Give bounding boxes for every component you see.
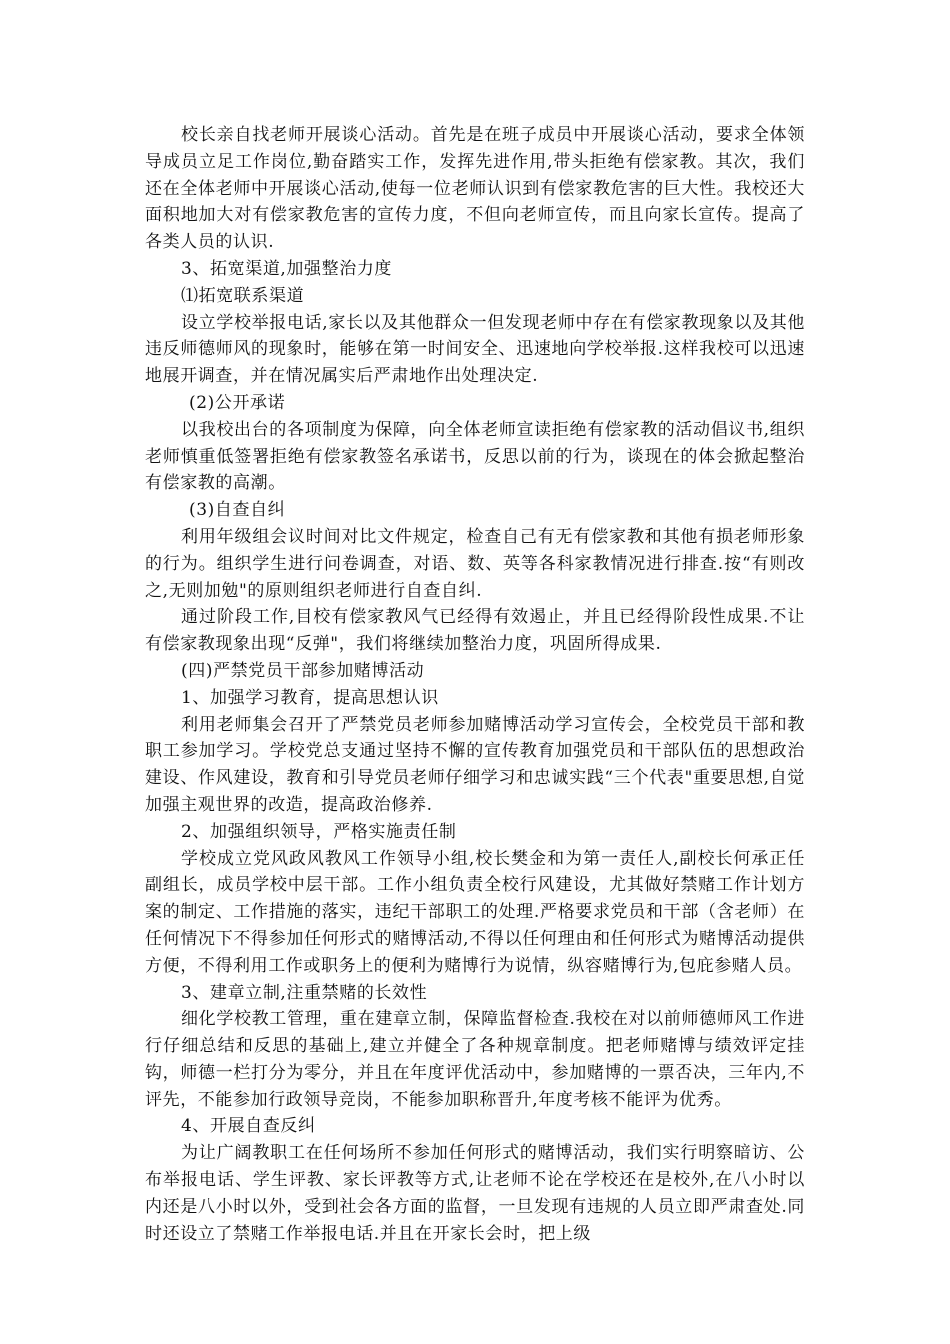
paragraph-study-meeting: 利用老师集会召开了严禁党员老师参加赌博活动学习宣传会，全校党员干部和教职工参加学习。学校党总支通过坚持不懈的宣传教育加强党员和干部队伍的思想政治建设、作风建设，教育和引导党员老师仔细学习和忠诚实践“三个代表"重要思想,自觉加强主观世界的改造，提高政治修养. [145, 714, 805, 815]
paragraph-inspection: 为让广阔教职工在任何场所不参加任何形式的赌博活动，我们实行明察暗访、公布举报电话、学生评教、家长评教等方式,让老师不论在学校还在是校外,在八小时以内还是八小时以外，受到社会各方面的监督，一旦发现有违规的人员立即严肃查处.同时还设立了禁赌工作举报电话.并且在开家长会时，把上级 [145, 1143, 805, 1244]
heading-organization-leadership: 2、加强组织领导，严格实施责任制 [181, 821, 457, 842]
paragraph-self-check: 利用年级组会议时间对比文件规定，检查自己有无有偿家教和其他有损老师形象的行为。组织学生进行问卷调查，对语、数、英等各科家教情况进行排查.按“有则改之,无则加勉"的原则组织老师进行自查自纠. [145, 526, 805, 601]
paragraph-pledge: 以我校出台的各项制度为保障，向全体老师宣读拒绝有偿家教的活动倡议书,组织老师慎重低签署拒绝有偿家教签名承诺书，反思以前的行为，谈现在的体会掀起整治有偿家教的高潮。 [145, 419, 805, 494]
paragraph-rules: 细化学校教工管理，重在建章立制，保障监督检查.我校在对以前师德师风工作进行仔细总结和反思的基础上,建立并健全了各种规章制度。把老师赌博与绩效评定挂钩，师德一栏打分为零分，并且在年度评优活动中，参加赌博的一票否决，三年内,不评先，不能参加行政领导竞岗，不能参加职称晋升,年度考核不能评为优秀。 [145, 1009, 805, 1110]
heading-self-inspection: 4、开展自查反纠 [181, 1116, 316, 1137]
paragraph-talk-activities: 校长亲自找老师开展谈心活动。首先是在班子成员中开展谈心活动，要求全体领导成员立足工作岗位,勤奋踏实工作，发挥先进作用,带头拒绝有偿家教。其次，我们还在全体老师中开展谈心活动,使每一位老师认识到有偿家教危害的巨大性。我校还大面积地加大对有偿家教危害的宣传力度，不但向老师宣传，而且向家长宣传。提高了各类人员的认识. [145, 125, 805, 253]
heading-study-education: 1、加强学习教育，提高思想认识 [181, 687, 439, 708]
paragraph-report-hotline: 设立学校举报电话,家长以及其他群众一但发现老师中存在有偿家教现象以及其他违反师德师风的现象时，能够在第一时间安全、迅速地向学校举报.这样我校可以迅速地展开调查，并在情况属实后严肃地作出处理决定. [145, 312, 805, 387]
subheading-contact-channels: ⑴拓宽联系渠道 [181, 285, 305, 306]
subheading-self-check: (3)自查自纠 [189, 500, 286, 521]
heading-rules-system: 3、建章立制,注重禁赌的长效性 [181, 982, 428, 1003]
heading-ban-gambling: (四)严禁党员干部参加赌博活动 [181, 660, 425, 681]
heading-widen-channels: 3、拓宽渠道,加强整治力度 [181, 258, 393, 279]
paragraph-leadership-group: 学校成立党风政风教风工作领导小组,校长樊金和为第一责任人,副校长何承正任副组长，成员学校中层干部。工作小组负责全校行风建设，尤其做好禁赌工作计划方案的制定、工作措施的落实，违纪干部职工的处理.严格要求党员和干部（含老师）在任何情况下不得参加任何形式的赌博活动,不得以任何理由和任何形式为赌博活动提供方便，不得利用工作或职务上的便利为赌博行为说情，纵容赌博行为,包庇参赌人员。 [145, 848, 805, 976]
subheading-public-pledge: (2)公开承诺 [189, 392, 286, 413]
document-body [145, 122, 805, 1247]
paragraph-stage-results: 通过阶段工作,目校有偿家教风气已经得有效遏止，并且已经得阶段性成果.不让有偿家教现象出现“反弹"，我们将继续加整治力度，巩固所得成果. [145, 607, 805, 655]
